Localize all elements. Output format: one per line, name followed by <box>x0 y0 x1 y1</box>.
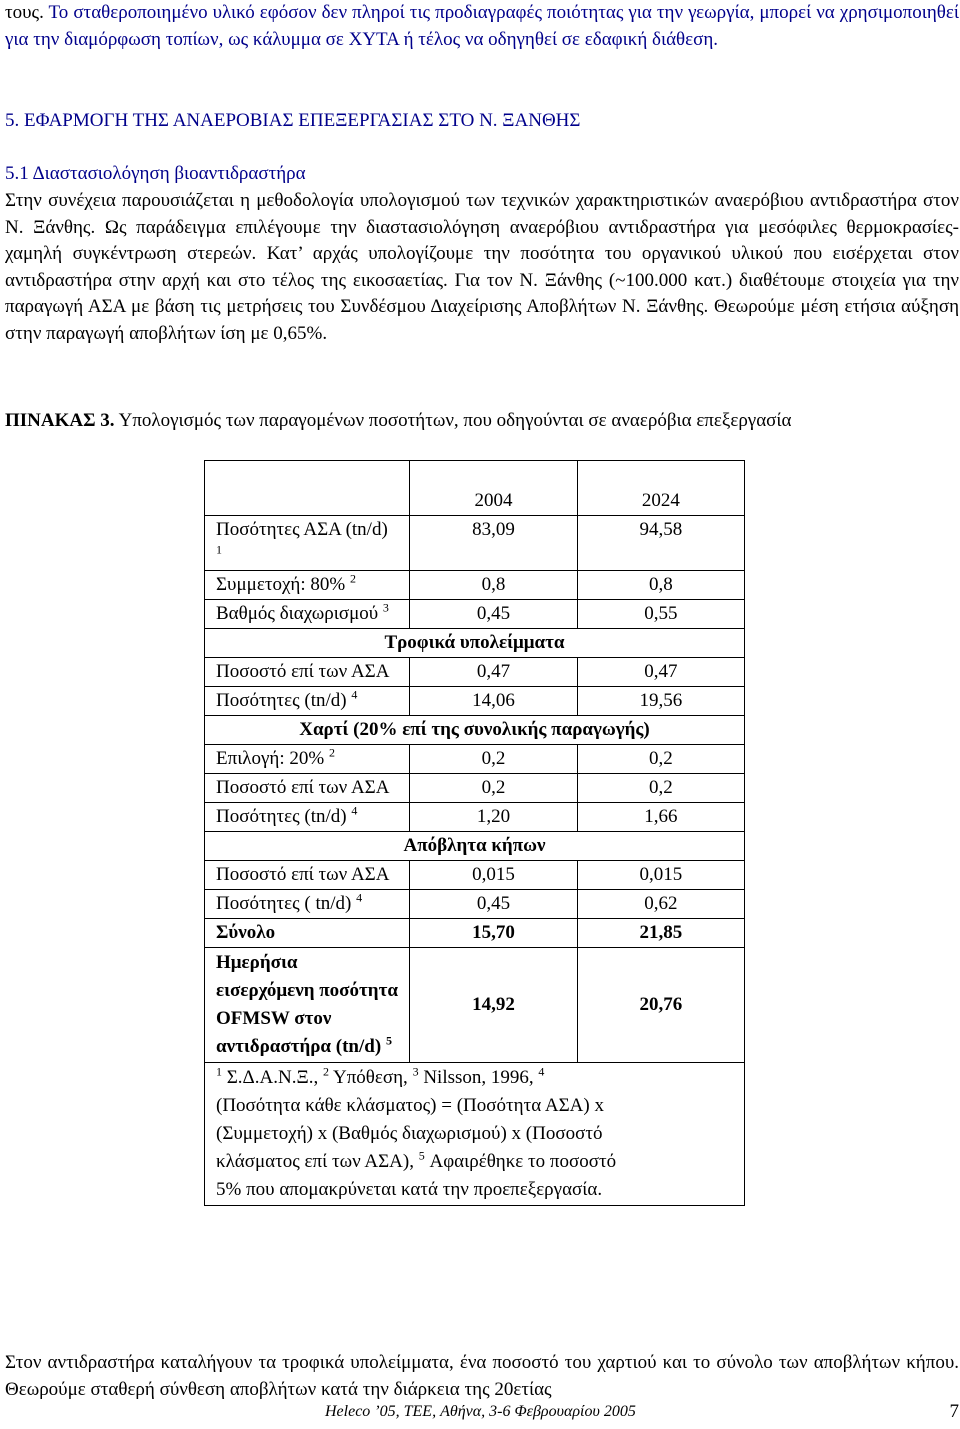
row-label: Ποσότητες (tn/d) $^4$ <box>205 687 410 716</box>
quantities-table <box>204 460 745 1206</box>
row-value-2004: 0,47 <box>410 658 577 687</box>
table-section-row <box>205 832 745 861</box>
row-label: Ποσοστό επί των ΑΣΑ <box>205 861 410 890</box>
row-value-2024: 1,66 <box>577 803 744 832</box>
table-caption <box>5 407 959 434</box>
row-value-2004: 0,015 <box>410 861 577 890</box>
table-notes-row <box>205 1063 745 1206</box>
intro-paragraph <box>5 0 959 53</box>
total-label: Σύνολο <box>205 919 410 948</box>
table-section-row <box>205 716 745 745</box>
table-row <box>205 745 745 774</box>
table-row <box>205 516 745 571</box>
table-row <box>205 803 745 832</box>
header-2004: 2004 <box>410 461 577 516</box>
table-total-row <box>205 919 745 948</box>
table-row <box>205 571 745 600</box>
total-value-2004: 15,70 <box>410 919 577 948</box>
row-label: Ποσοστό επί των ΑΣΑ <box>205 774 410 803</box>
table-header-row <box>205 461 745 516</box>
row-label: Ποσότητες ( tn/d) $^4$ <box>205 890 410 919</box>
table-caption-label: ΠΙΝΑΚΑΣ 3. <box>5 410 115 431</box>
table-caption-text: Υπολογισμός των παραγομένων ποσοτήτων, που οδηγούνται σε αναερόβια επεξεργασία <box>114 410 792 431</box>
total-value-2024: 21,85 <box>577 919 744 948</box>
row-label: Ποσοστό επί των ΑΣΑ <box>205 658 410 687</box>
section-body: Στην συνέχεια παρουσιάζεται η μεθοδολογία υπολογισμού των τεχνικών χαρακτηριστικών αναερόβιου αντιδραστήρα στον Ν. Ξάνθης. Ως παράδειγμα επιλέγουμε την διαστασιολόγηση αναερόβιου αντιδραστήρα για μεσόφιλες θερμοκρασίες-χαμηλή συγκέντρωση στερεών. Κατ’ αρχάς υπολογίζουμε την ποσότητα του οργανικού υλικού που εισέρχεται στον αντιδραστήρα στην αρχή και στο τέλος της εικοσαετίας. Για τον Ν. Ξάνθης (~100.000 κατ.) διαθέτουμε στοιχεία για την παραγωγή ΑΣΑ με βάση τις μετρήσεις του Συνδέσμου Διαχείρισης Αποβλήτων Ν. Ξάνθης. Θεωρούμε μέση ετήσια αύξηση στην παραγωγή αποβλήτων ίση με 0,65%. <box>5 190 959 344</box>
row-value-2024: 0,015 <box>577 861 744 890</box>
row-value-2004: 0,2 <box>410 745 577 774</box>
table-row <box>205 774 745 803</box>
row-value-2024: 0,62 <box>577 890 744 919</box>
row-label: Συμμετοχή: 80% $^2$ <box>205 571 410 600</box>
row-label: Ποσότητες ΑΣΑ (tn/d) $^1$ <box>205 516 410 571</box>
header-2024: 2024 <box>577 461 744 516</box>
table-daily-row <box>205 948 745 1063</box>
row-value-2004: 14,06 <box>410 687 577 716</box>
row-value-2024: 0,47 <box>577 658 744 687</box>
row-label: Βαθμός διαχωρισμού $^3$ <box>205 600 410 629</box>
row-value-2004: 83,09 <box>410 516 577 571</box>
table-row <box>205 658 745 687</box>
footer-conference: Heleco ’05, TEE, Αθήνα, 3-6 Φεβρουαρίου 2005 <box>325 1403 636 1420</box>
row-value-2024: 94,58 <box>577 516 744 571</box>
row-label: Ποσότητες (tn/d) $^4$ <box>205 803 410 832</box>
table-section-row <box>205 629 745 658</box>
closing-paragraph: Στον αντιδραστήρα καταλήγουν τα τροφικά υπολείμματα, ένα ποσοστό του χαρτιού και το σύνολο των αποβλήτων κήπου. Θεωρούμε σταθερή σύνθεση αποβλήτων κατά την διάρκεια της 20ετίας <box>5 1352 959 1400</box>
section-title: 5. ΕΦΑΡΜΟΓΗ ΤΗΣ ΑΝΑΕΡΟΒΙΑΣ ΕΠΕΞΕΡΓΑΣΙΑΣ ΣΤΟ Ν. ΞΑΝΘΗΣ <box>5 110 581 131</box>
row-value-2004: 0,45 <box>410 890 577 919</box>
table-row <box>205 890 745 919</box>
header-empty-cell <box>205 461 410 516</box>
table-row <box>205 687 745 716</box>
page-number: 7 <box>949 1401 959 1422</box>
daily-value-2024: 20,76 <box>577 948 744 1063</box>
row-label: Επιλογή: 20% $^2$ <box>205 745 410 774</box>
table-row <box>205 861 745 890</box>
row-value-2024: 0,2 <box>577 745 744 774</box>
row-value-2004: 0,45 <box>410 600 577 629</box>
row-value-2004: 1,20 <box>410 803 577 832</box>
table-row <box>205 600 745 629</box>
intro-first-word: τους. <box>5 2 44 23</box>
row-value-2004: 0,2 <box>410 774 577 803</box>
row-value-2024: 19,56 <box>577 687 744 716</box>
section-garden-waste: Απόβλητα κήπων <box>205 832 745 861</box>
row-value-2024: 0,2 <box>577 774 744 803</box>
row-value-2024: 0,55 <box>577 600 744 629</box>
daily-value-2004: 14,92 <box>410 948 577 1063</box>
subsection-title: 5.1 Διαστασιολόγηση βιοαντιδραστήρα <box>5 163 306 184</box>
row-value-2024: 0,8 <box>577 571 744 600</box>
section-paper: Χαρτί (20% επί της συνολικής παραγωγής) <box>205 716 745 745</box>
section-food-waste: Τροφικά υπολείμματα <box>205 629 745 658</box>
row-value-2004: 0,8 <box>410 571 577 600</box>
table-footnotes: $^1$ Σ.Δ.Α.Ν.Ξ., $^2$ Υπόθεση, $^3$ Nilsson, 1996, $^4$ (Ποσότητα κάθε κλάσματος) = (Ποσότητα ΑΣΑ) x (Συμμετοχή) x (Βαθμός διαχωρισμού) x (Ποσοστό κλάσματος επί των ΑΣΑ), $^5$ Αφαιρέθηκε το ποσοστό 5% που απομακρύνεται κατά την προεπεξεργασία. <box>205 1063 745 1206</box>
daily-label: Ημερήσια εισερχόμενη ποσότητα OFMSW στον αντιδραστήρα (tn/d) $^5$ <box>205 948 410 1063</box>
intro-text: Το σταθεροποιημένο υλικό εφόσον δεν πληροί τις προδιαγραφές ποιότητας για την γεωργία, μπορεί να χρησιμοποιηθεί για την διαμόρφωση τοπίων, ως κάλυμμα σε ΧΥΤΑ ή τέλος να οδηγηθεί σε εδαφική διάθεση. <box>5 2 959 50</box>
